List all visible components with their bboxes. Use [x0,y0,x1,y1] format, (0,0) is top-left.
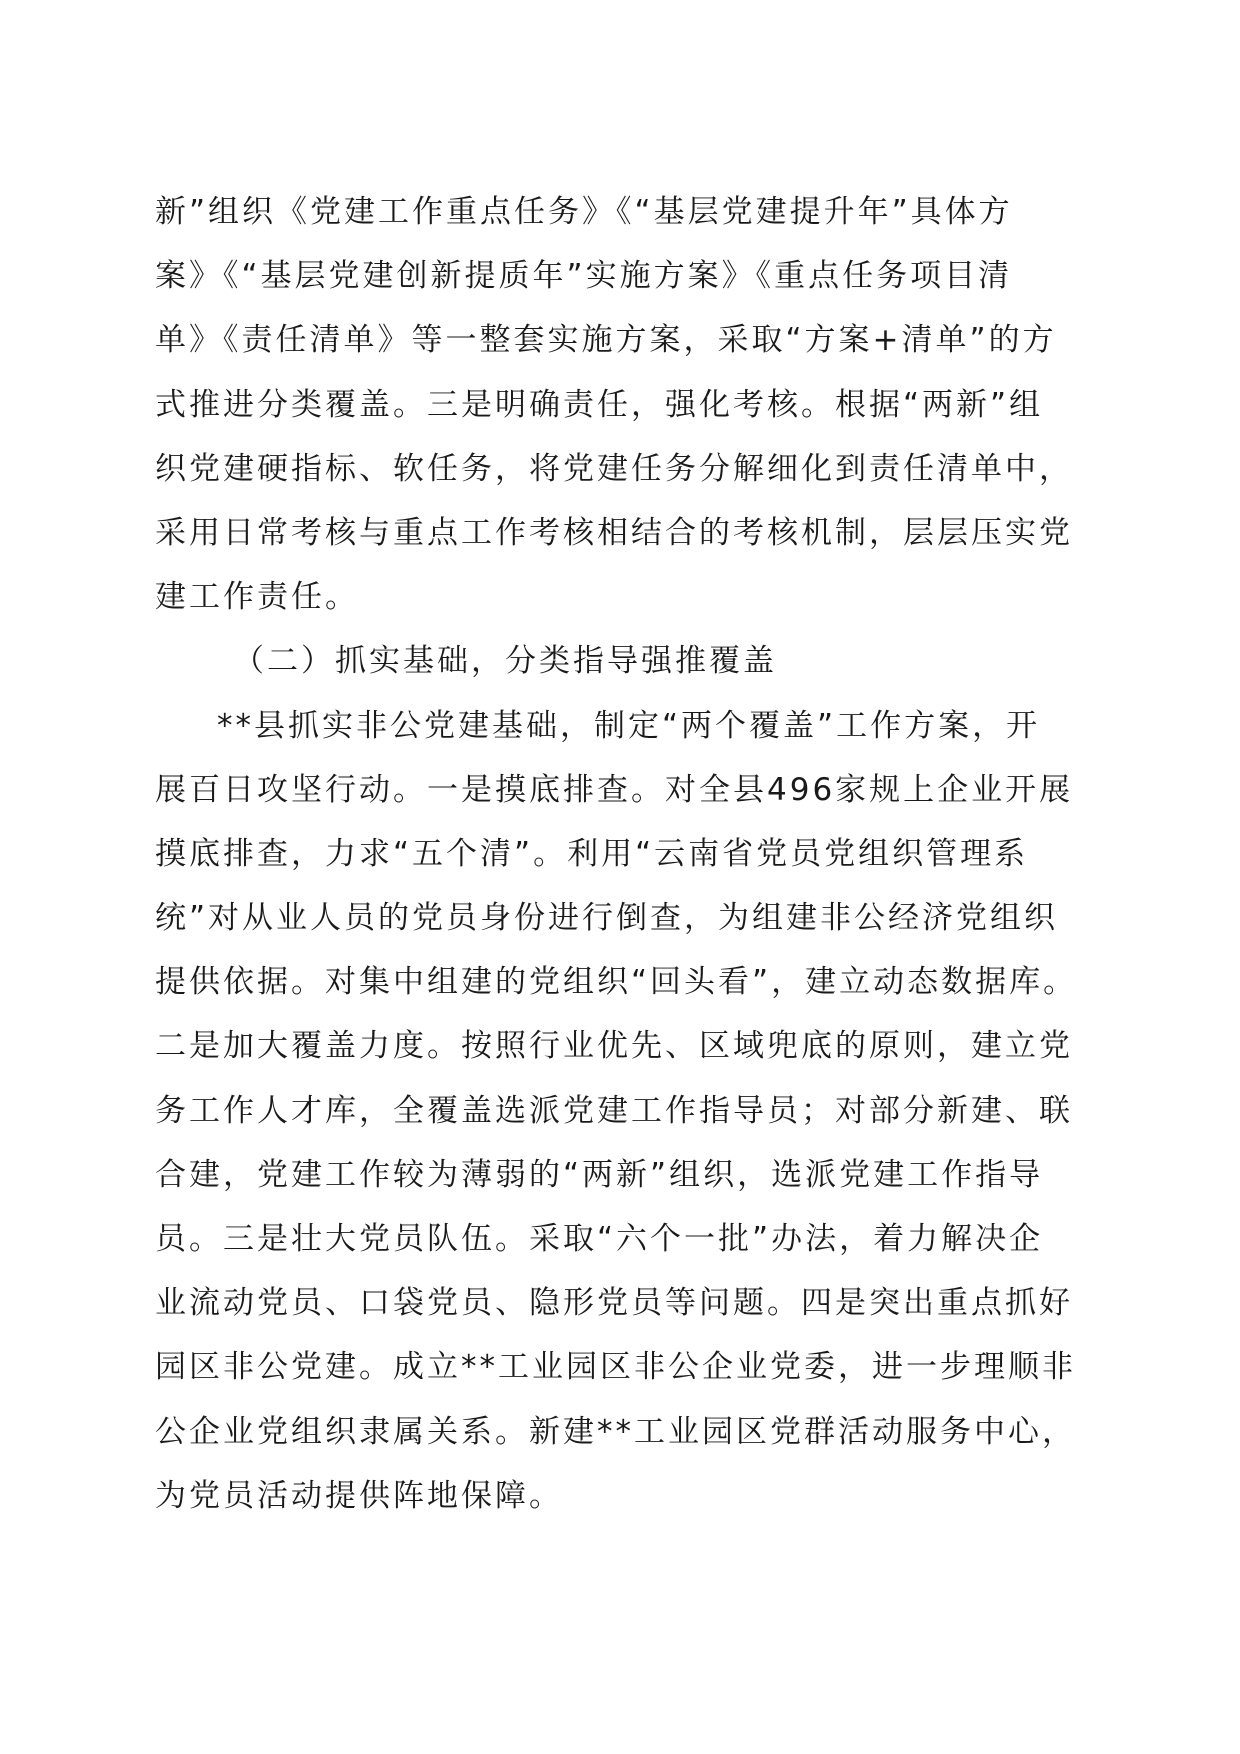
section-heading: （二）抓实基础，分类指导强推覆盖 [233,643,777,680]
paragraph-line: 统”对从业人员的党员身份进行倒查，为组建非公经济党组织 [155,900,1059,937]
paragraph-line: **县抓实非公党建基础，制定“两个覆盖”工作方案，开 [217,707,1041,744]
paragraph-line: 园区非公党建。成立**工业园区非公企业党委，进一步理顺非 [155,1349,1076,1386]
paragraph-line: 单》《责任清单》等一整套实施方案，采取“方案+清单”的方 [155,322,1057,359]
paragraph-line: 采用日常考核与重点工作考核相结合的考核机制，层层压实党 [155,514,1073,551]
paragraph-line: 员。三是壮大党员队伍。采取“六个一批”办法，着力解决企 [155,1221,1044,1257]
document-body [155,180,1085,1528]
paragraph-line: 新”组织《党建工作重点任务》《“基层党建提升年”具体方 [155,194,1013,230]
paragraph-line: 摸底排查，力求“五个清”。利用“云南省党员党组织管理系 [155,835,1029,872]
paragraph-line: 式推进分类覆盖。三是明确责任，强化考核。根据“两新”组 [155,386,1044,423]
paragraph-line: 二是加大覆盖力度。按照行业优先、区域兜底的原则，建立党 [155,1028,1073,1065]
paragraph-line: 展百日攻坚行动。一是摸底排查。对全县496家规上企业开展 [155,771,1074,808]
paragraph-line: 提供依据。对集中组建的党组织“回头看”，建立动态数据库。 [155,964,1078,1001]
paragraph-line: 业流动党员、口袋党员、隐形党员等问题。四是突出重点抓好 [155,1285,1073,1322]
paragraph-line: 织党建硬指标、软任务，将党建任务分解细化到责任清单中， [155,450,1073,487]
paragraph-line: 合建，党建工作较为薄弱的“两新”组织，选派党建工作指导 [155,1156,1044,1193]
paragraph-line: 务工作人才库，全覆盖选派党建工作指导员；对部分新建、联 [155,1092,1073,1129]
paragraph-line: 公企业党组织隶属关系。新建**工业园区党群活动服务中心， [155,1413,1076,1450]
paragraph-line: 为党员活动提供阵地保障。 [155,1477,563,1514]
paragraph-line: 建工作责任。 [155,579,359,616]
paragraph-line: 案》《“基层党建创新提质年”实施方案》《重点任务项目清 [155,258,1013,295]
